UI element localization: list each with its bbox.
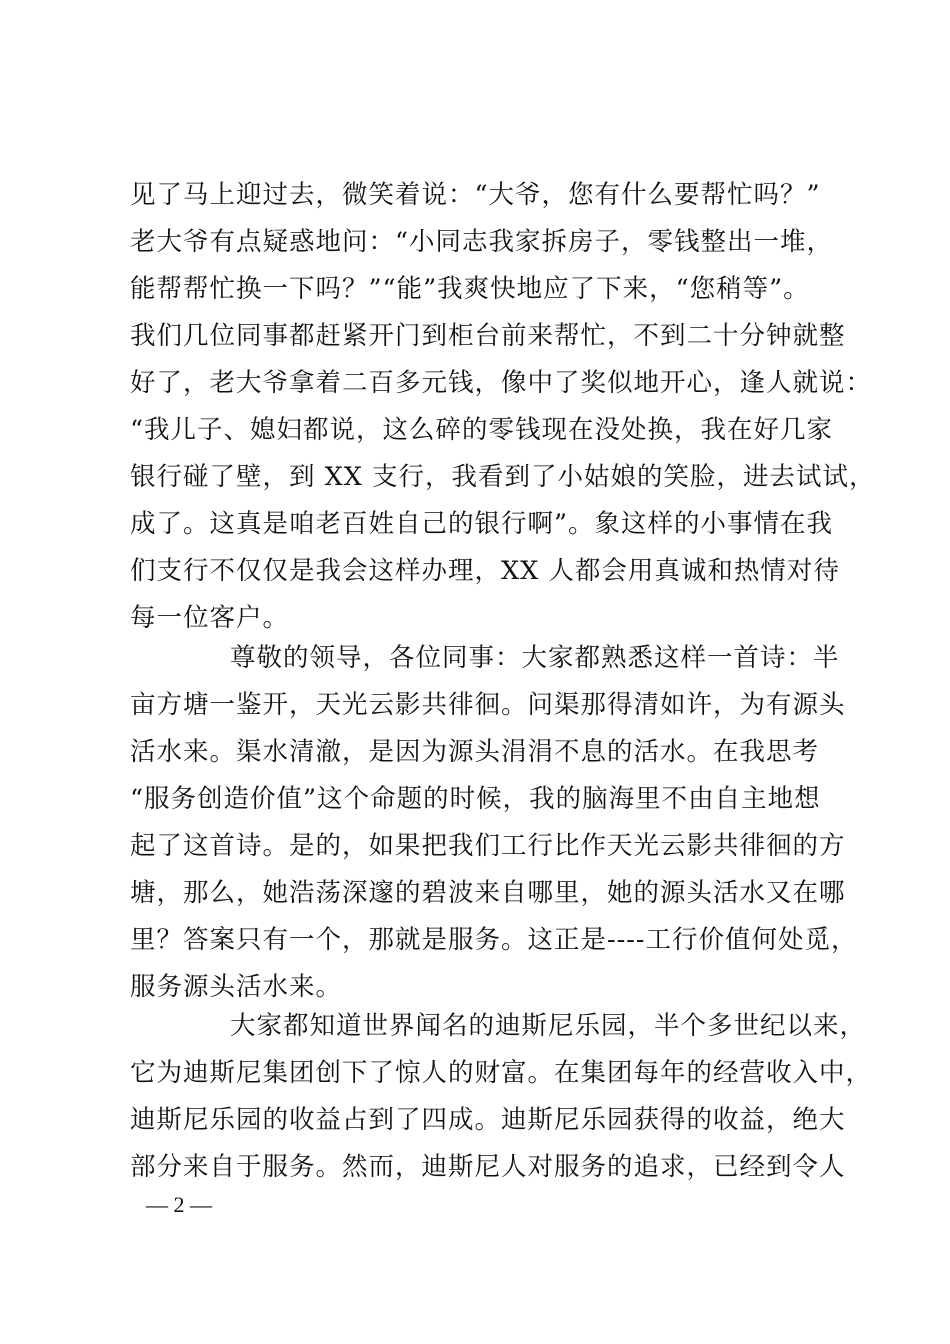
text-line: 服务源头活水来。 xyxy=(130,972,343,1002)
paragraph-poem-reflection xyxy=(130,635,858,1011)
text-line: 迪斯尼乐园的收益占到了四成。迪斯尼乐园获得的收益，绝大 xyxy=(130,1105,846,1135)
text-line: 我们几位同事都赶紧开门到柜台前来帮忙，不到二十分钟就整 xyxy=(130,321,846,351)
paragraph-disney-example xyxy=(130,1003,873,1191)
text-line: 塘，那么，她浩荡深邃的碧波来自哪里，她的源头活水又在哪 xyxy=(130,878,846,908)
text-line: 见了马上迎过去，微笑着说：“大爷，您有什么要帮忙吗？” xyxy=(130,180,821,210)
text-line: 尊敬的领导，各位同事：大家都熟悉这样一首诗：半 xyxy=(230,643,840,673)
text-line: 它为迪斯尼集团创下了惊人的财富。在集团每年的经营收入中， xyxy=(130,1058,873,1088)
text-line: 老大爷有点疑惑地问：“小同志我家拆房子，零钱整出一堆， xyxy=(130,227,834,257)
text-line: “我儿子、媳妇都说，这么碎的零钱现在没处换，我在好几家 xyxy=(130,415,834,445)
text-line: 起了这首诗。是的，如果把我们工行比作天光云影共徘徊的方 xyxy=(130,831,846,861)
text-line: 部分来自于服务。然而，迪斯尼人对服务的追求，已经到令人 xyxy=(130,1152,846,1182)
text-line: 好了，老大爷拿着二百多元钱，像中了奖似地开心，逢人就说： xyxy=(130,368,873,398)
text-line: 大家都知道世界闻名的迪斯尼乐园，半个多世纪以来， xyxy=(230,1011,867,1041)
text-line: 们支行不仅仅是我会这样办理，XX 人都会用真诚和热情对待 xyxy=(130,556,840,586)
text-line: “服务创造价值”这个命题的时候，我的脑海里不由自主地想 xyxy=(130,784,821,814)
text-line: 里？答案只有一个，那就是服务。这正是----工行价值何处觅， xyxy=(130,925,858,955)
text-line: 能帮帮忙换一下吗？”“能”我爽快地应了下来，“您稍等”。 xyxy=(130,274,810,304)
text-line: 亩方塘一鉴开，天光云影共徘徊。问渠那得清如许，为有源头 xyxy=(130,690,846,720)
text-line: 银行碰了壁，到 XX 支行，我看到了小姑娘的笑脸，进去试试， xyxy=(130,462,876,492)
text-line: 每一位客户。 xyxy=(130,603,290,633)
text-line: 成了。这真是咱老百姓自己的银行啊”。象这样的小事情在我 xyxy=(130,509,834,539)
paragraph-service-story xyxy=(130,172,876,642)
text-line: 活水来。渠水清澈，是因为源头涓涓不息的活水。在我思考 xyxy=(130,737,820,767)
page-number: — 2 — xyxy=(146,1192,212,1217)
